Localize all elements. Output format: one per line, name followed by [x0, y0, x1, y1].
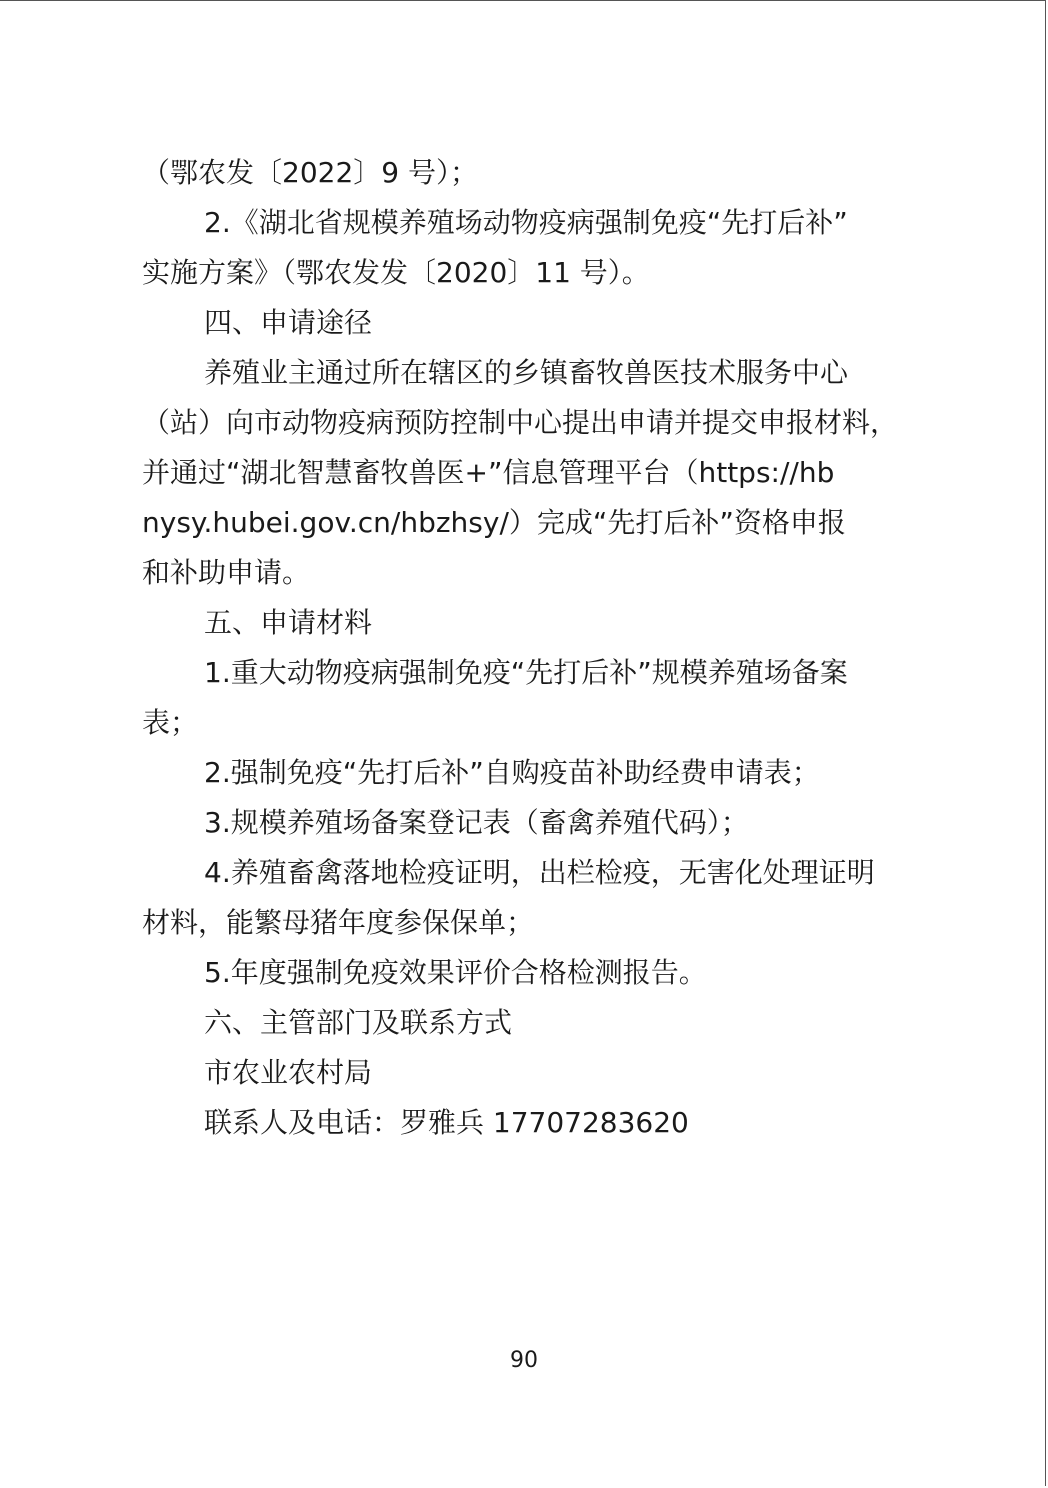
list-item: 3.规模养殖场备案登记表（畜禽养殖代码）； — [204, 806, 749, 839]
section-heading: 六、主管部门及联系方式 — [204, 1006, 513, 1039]
list-item: 4.养殖畜禽落地检疫证明，出栏检疫，无害化处理证明 — [204, 856, 875, 889]
contact-info: 联系人及电话：罗雅兵 17707283620 — [204, 1106, 689, 1139]
page-number: 90 — [510, 1348, 538, 1373]
text-line: （站）向市动物疫病预防控制中心提出申请并提交申报材料， — [142, 406, 899, 439]
text-line: 养殖业主通过所在辖区的乡镇畜牧兽医技术服务中心 — [204, 356, 849, 389]
text-line: 表； — [142, 706, 199, 739]
text-line: （鄂农发〔2022〕9 号）； — [142, 156, 478, 189]
text-line: nysy.hubei.gov.cn/hbzhsy/）完成“先打后补”资格申报 — [142, 506, 846, 539]
list-item: 1.重大动物疫病强制免疫“先打后补”规模养殖场备案 — [204, 656, 848, 689]
document-body — [142, 148, 910, 1148]
text-line: 2.《湖北省规模养殖场动物疫病强制免疫“先打后补” — [204, 206, 848, 239]
list-item: 5.年度强制免疫效果评价合格检测报告。 — [204, 956, 707, 989]
text-line: 材料，能繁母猪年度参保保单； — [142, 906, 535, 939]
department-name: 市农业农村局 — [204, 1056, 373, 1089]
text-line: 和补助申请。 — [142, 556, 311, 589]
text-line: 实施方案》（鄂农发发〔2020〕11 号）。 — [142, 256, 650, 289]
section-heading: 四、申请途径 — [204, 306, 373, 339]
section-heading: 五、申请材料 — [204, 606, 373, 639]
text-line: 并通过“湖北智慧畜牧兽医+”信息管理平台（https://hb — [142, 456, 835, 489]
list-item: 2.强制免疫“先打后补”自购疫苗补助经费申请表； — [204, 756, 820, 789]
